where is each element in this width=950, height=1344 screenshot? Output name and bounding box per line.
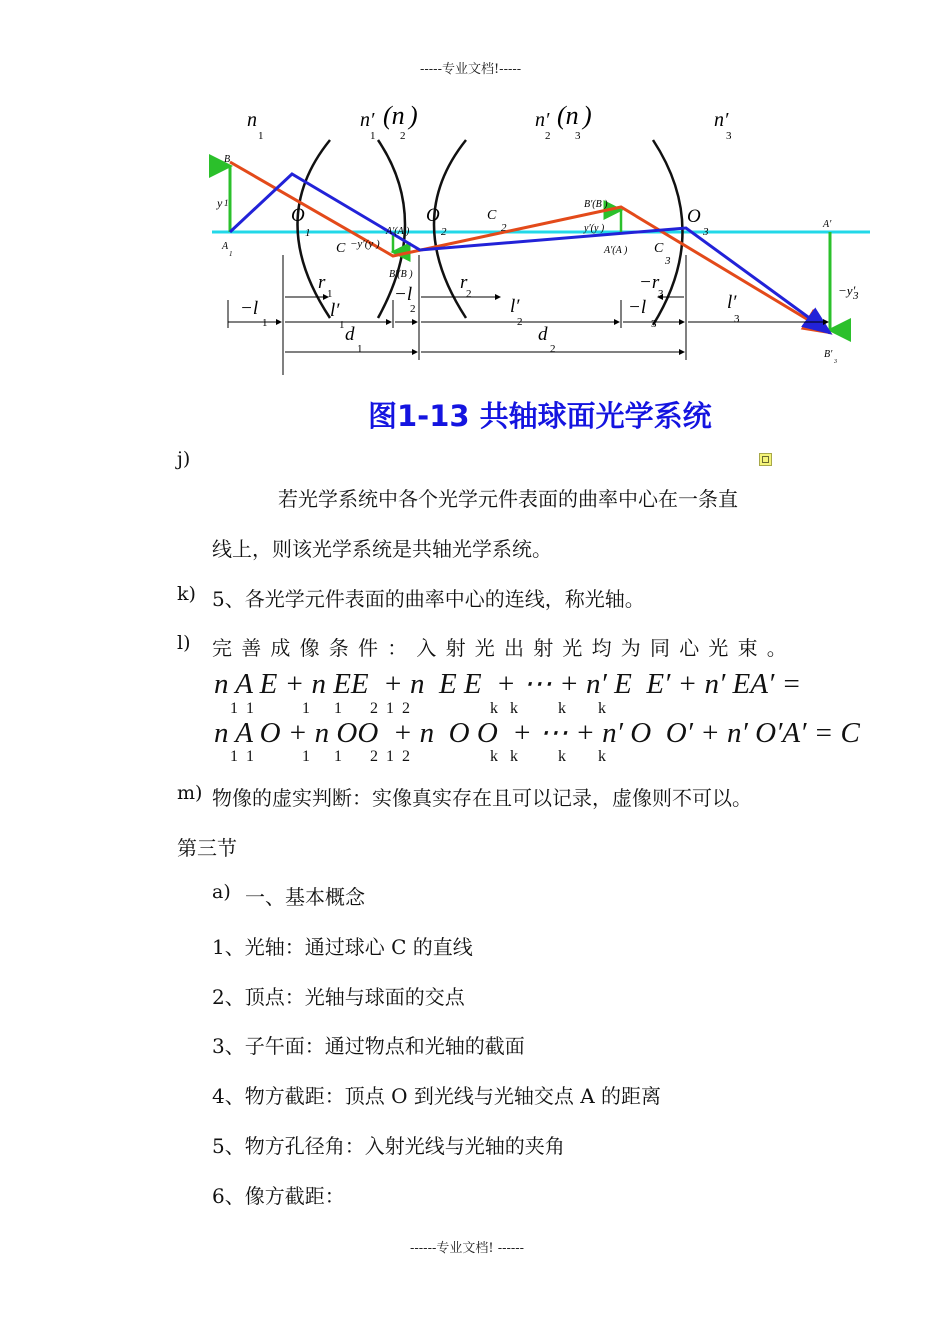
- label-B3p: B′: [824, 349, 833, 360]
- sub-C3: 3: [665, 255, 671, 267]
- label-B1: B: [224, 154, 231, 165]
- label-y1: y: [217, 196, 223, 210]
- label-y1p: −y′(y ): [350, 238, 380, 250]
- item-a-text: 一、基本概念: [245, 885, 365, 909]
- definition-1: 1、光轴：通过球心 C 的直线: [212, 935, 473, 959]
- label-C2: C: [487, 208, 497, 223]
- sub-l3p: 3: [734, 313, 740, 325]
- label-A3p: A′: [823, 219, 832, 230]
- sub-A1: 1: [229, 250, 233, 258]
- label-l1: −l: [240, 298, 259, 319]
- label-A1: A: [222, 241, 229, 252]
- item-l-text: 完善成像条件：入射光出射光均为同心光束。: [212, 636, 796, 660]
- item-j-line2: 线上，则该光学系统是共轴光学系统。: [212, 537, 552, 561]
- sub-n2p: 2: [545, 130, 551, 142]
- item-j-line1: 若光学系统中各个光学元件表面的曲率中心在一条直: [278, 487, 738, 511]
- label-y3p: −y′: [838, 283, 856, 298]
- label-l3p: l′: [727, 292, 737, 313]
- sub-n1p-paren: 2: [400, 130, 406, 142]
- sub-d2: 2: [550, 343, 556, 355]
- label-n1p-close: ): [409, 101, 418, 130]
- definition-4: 4、物方截距：顶点 O 到光线与光轴交点 A 的距离: [212, 1084, 661, 1108]
- item-j-marker: j): [177, 448, 191, 470]
- figure-caption: 图1-13 共轴球面光学系统: [368, 399, 712, 433]
- label-n2p-close: ): [583, 101, 592, 130]
- section-title: 第三节: [177, 836, 237, 860]
- label-l2p: l′: [510, 296, 520, 317]
- label-r3: −r: [639, 272, 660, 293]
- item-a-marker: a): [212, 881, 231, 903]
- label-y2p: y′(y ): [584, 223, 605, 234]
- label-r1: r: [318, 272, 326, 293]
- sub-n1: 1: [258, 130, 264, 142]
- sub-r1: 1: [327, 288, 333, 300]
- sub-l1: 1: [262, 317, 268, 329]
- item-m-text: 物像的虚实判断：实像真实存在且可以记录，虚像则不可以。: [212, 786, 752, 810]
- red-ray: [230, 162, 830, 333]
- label-A1p: A′(A ): [386, 226, 410, 237]
- item-k-marker: k): [177, 583, 196, 605]
- blue-ray: [230, 174, 830, 333]
- label-n3p: n′: [714, 109, 729, 131]
- sub-C2: 2: [501, 222, 507, 234]
- sub-l3: 3: [651, 318, 657, 330]
- page-header: -----专业文档!-----: [420, 62, 522, 77]
- label-O3: O: [687, 206, 701, 227]
- label-A2p: A′(A ): [604, 245, 628, 256]
- label-n2p: n′: [535, 109, 550, 131]
- label-B2p: B′(B ): [584, 199, 608, 210]
- sub-n3p: 3: [726, 130, 732, 142]
- sub-O3: 3: [703, 226, 709, 238]
- label-d2: d: [538, 324, 548, 345]
- sub-l2: 2: [410, 303, 416, 315]
- sub-B3p: 3: [834, 359, 837, 365]
- label-l1p: l′: [330, 300, 340, 321]
- sub-O1: 1: [305, 227, 311, 239]
- sub-l1p: 1: [339, 319, 345, 331]
- equation-line-2: n A O + n OO + n O O + ⋯ + n′ O O′ + n′ O′A′ = C: [214, 717, 860, 749]
- sub-y3p: 3: [853, 290, 859, 302]
- sub-d1: 1: [357, 343, 363, 355]
- sub-r2: 2: [466, 288, 472, 300]
- equation-line-1-subscripts: 1 1 1 1 2 1 2 k k k k: [230, 700, 606, 717]
- sub-n1p: 1: [370, 130, 376, 142]
- equation-line-2-subscripts: 1 1 1 1 2 1 2 k k k k: [230, 748, 606, 765]
- sub-l2p: 2: [517, 316, 523, 328]
- sub-O2: 2: [441, 226, 447, 238]
- sub-n2p-paren: 3: [575, 130, 581, 142]
- label-C1: C: [336, 241, 346, 256]
- optical-system-figure: [0, 0, 950, 385]
- definition-5: 5、物方孔径角：入射光线与光轴的夹角: [212, 1134, 565, 1158]
- label-l2: −l: [394, 284, 413, 305]
- page-footer: ------专业文档! ------: [410, 1241, 525, 1256]
- label-O2: O: [426, 205, 440, 226]
- label-O1: O: [291, 205, 305, 226]
- item-k-text: 5、各光学元件表面的曲率中心的连线，称光轴。: [212, 587, 645, 611]
- sub-r3: 3: [658, 288, 664, 300]
- equation-line-1: n A E + n EE + n E E + ⋯ + n′ E E′ + n′ EA′ =: [214, 668, 802, 700]
- label-n2p-paren: (n: [557, 101, 579, 130]
- label-d1: d: [345, 324, 355, 345]
- label-n1: n: [247, 109, 257, 131]
- label-r2: r: [460, 272, 468, 293]
- definition-6: 6、像方截距：: [212, 1184, 345, 1208]
- label-C3: C: [654, 241, 664, 256]
- label-n1p-paren: (n: [383, 101, 405, 130]
- item-m-marker: m): [177, 782, 203, 804]
- sub-y1: 1: [224, 198, 229, 208]
- qr-code-icon: [759, 453, 772, 466]
- label-B1p: B′(B ): [389, 269, 413, 280]
- label-l3: −l: [628, 297, 647, 318]
- label-n1p: n′: [360, 109, 375, 131]
- definition-3: 3、子午面：通过物点和光轴的截面: [212, 1034, 525, 1058]
- definition-2: 2、顶点：光轴与球面的交点: [212, 985, 465, 1009]
- item-l-marker: l): [177, 632, 191, 654]
